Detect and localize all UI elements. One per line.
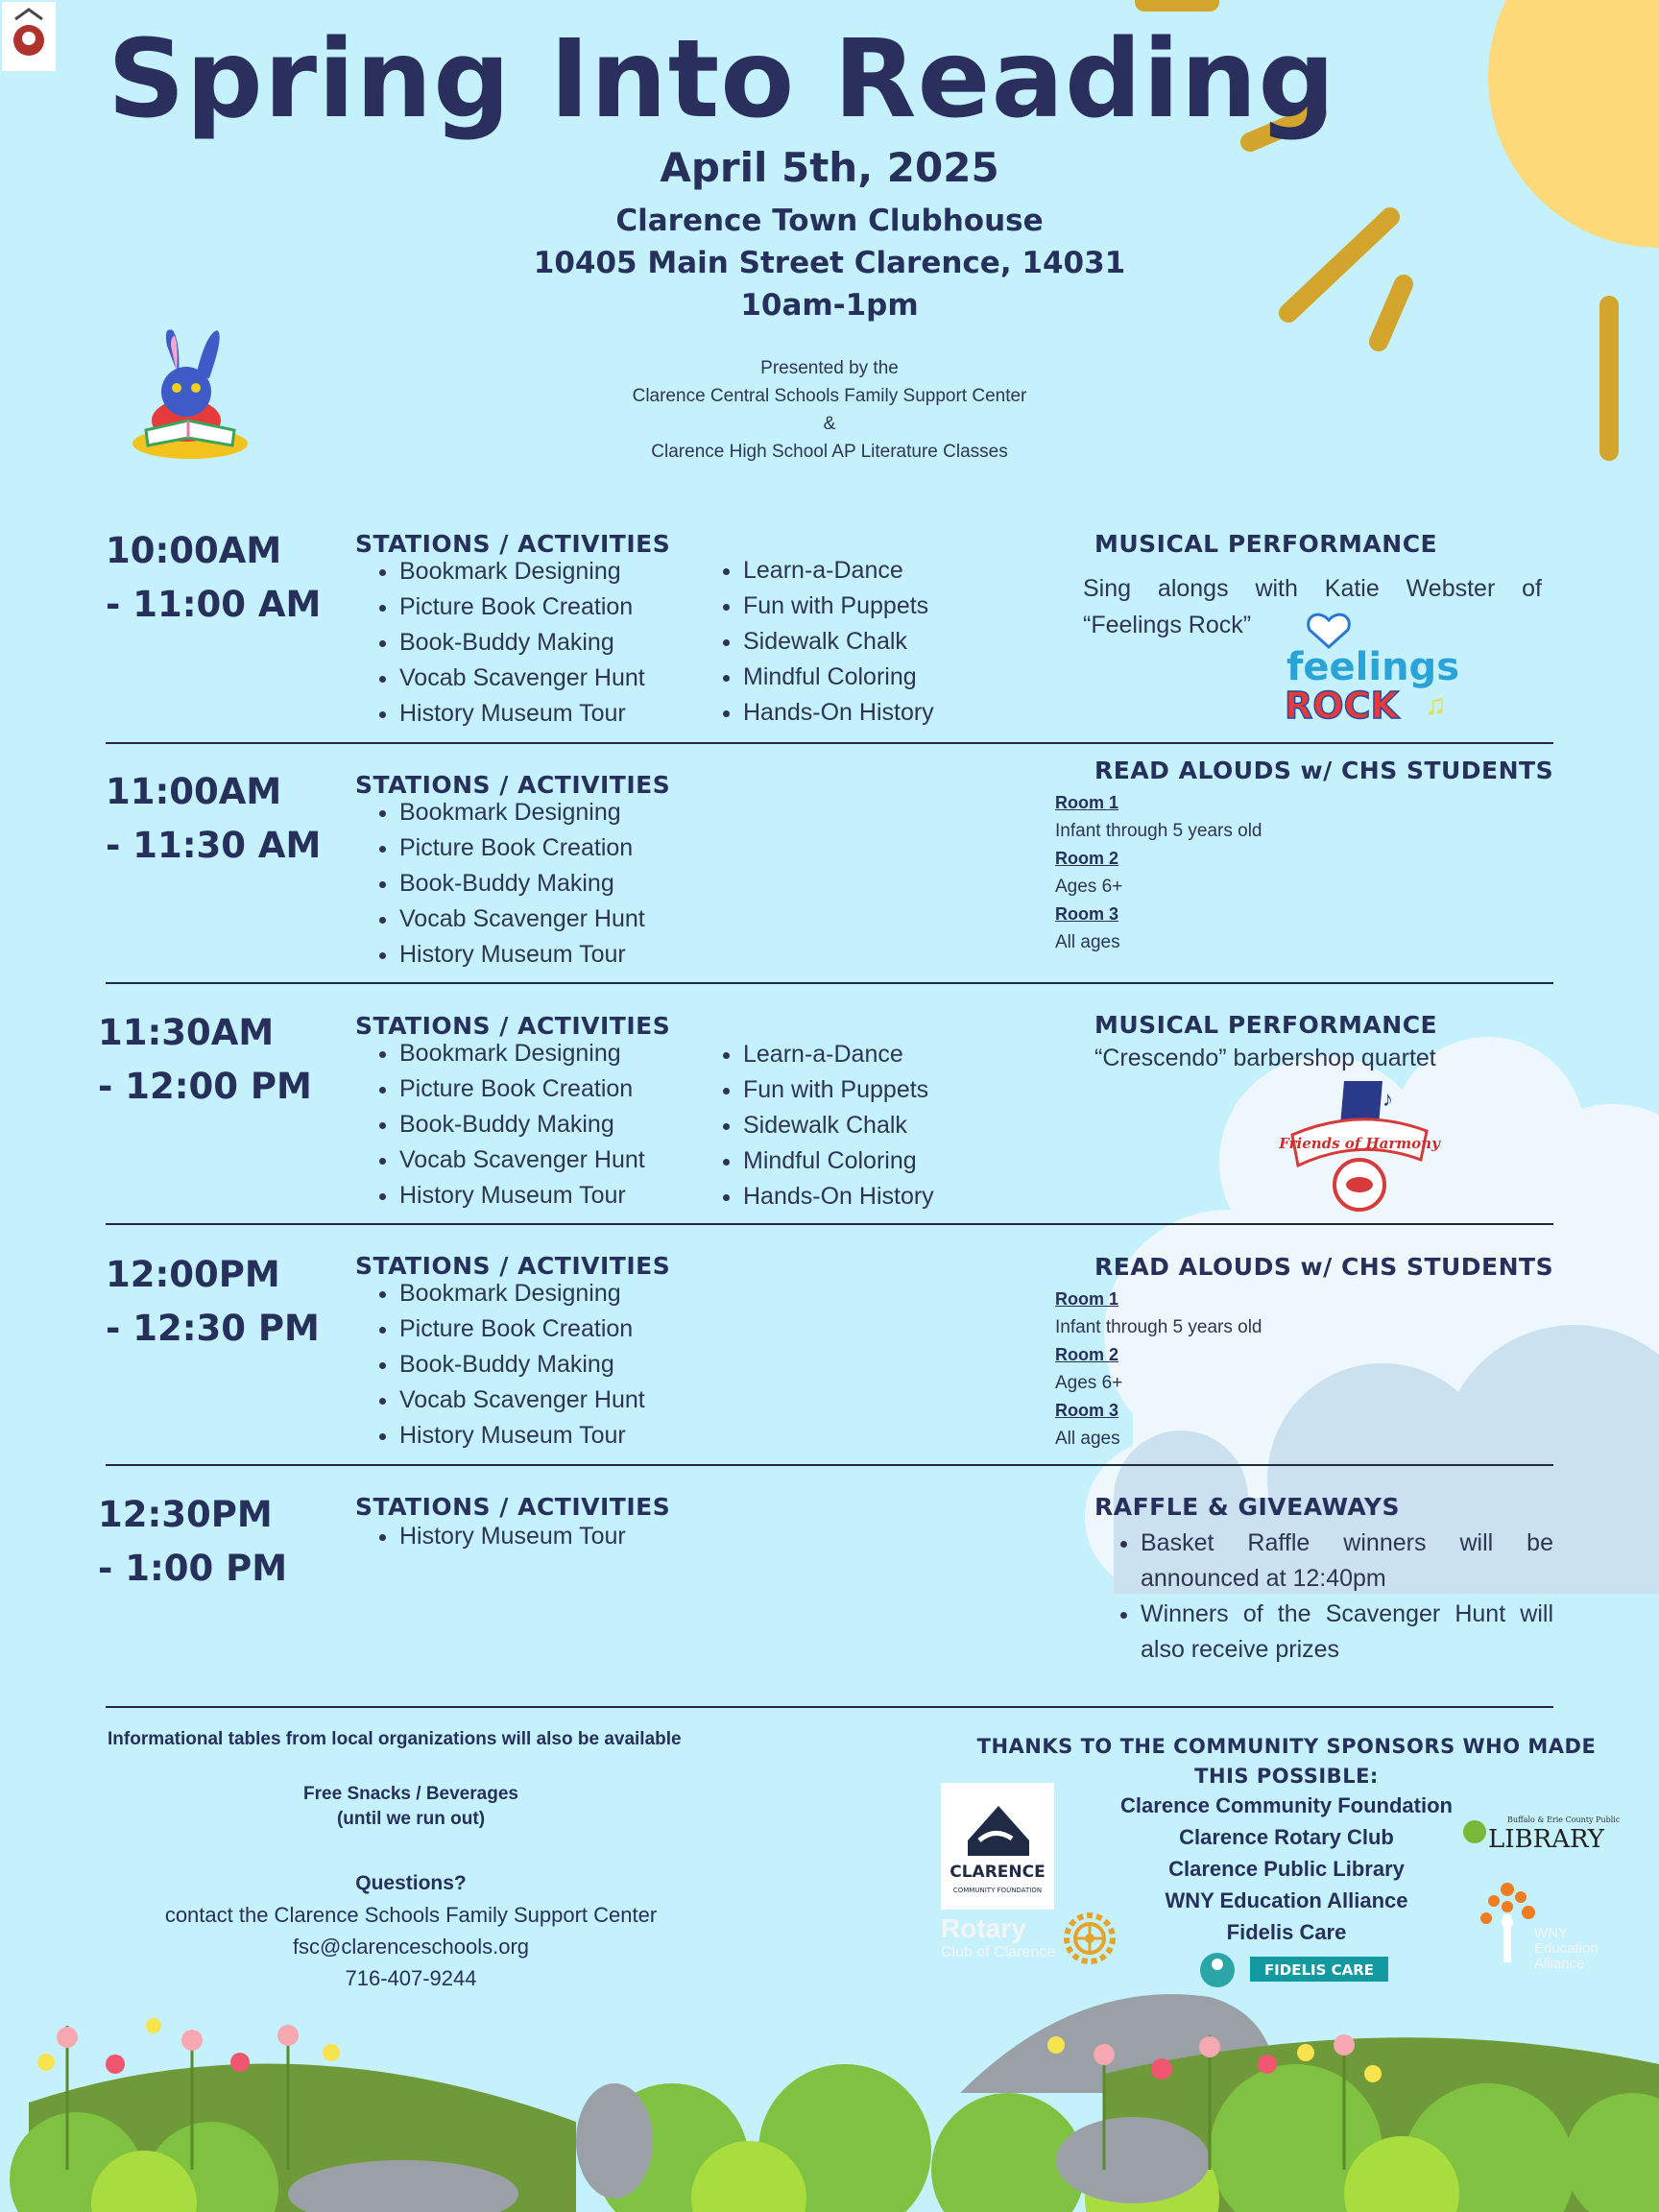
library-logo	[1459, 1813, 1621, 1854]
list-item: • Picture Book Creation	[399, 589, 670, 625]
feelings-rock-logo	[1281, 611, 1475, 737]
stations-heading: STATIONS / ACTIVITIES	[355, 1493, 671, 1521]
fidelis-text: FIDELIS CARE	[1263, 1961, 1375, 1979]
contact-block	[96, 1872, 726, 1994]
list-item: • Fun with Puppets	[743, 589, 934, 624]
stations-heading: STATIONS / ACTIVITIES	[355, 1012, 671, 1040]
stations-heading: STATIONS / ACTIVITIES	[355, 530, 671, 558]
svg-text:♪: ♪	[1382, 1087, 1393, 1111]
contact-email: fsc@clarenceschools.org	[292, 1935, 530, 1959]
list-item: • History Museum Tour	[399, 1178, 670, 1214]
info-tables-note: Informational tables from local organizations will also be available	[108, 1729, 682, 1749]
list-item: • Mindful Coloring	[743, 1143, 934, 1179]
slot-1-stations	[355, 530, 670, 732]
divider	[106, 1223, 1553, 1225]
contact-text: contact the Clarence Schools Family Support Center	[164, 1903, 658, 1927]
event-hours: 10am-1pm	[740, 288, 919, 323]
feelings-text: feelings	[1286, 645, 1459, 689]
snacks-note: Free Snacks / Beverages (until we run out)	[303, 1784, 518, 1829]
room-title: Room 1	[1055, 793, 1119, 812]
list-item: • Bookmark Designing	[399, 795, 670, 830]
slot-3-performance-text: “Crescendo” barbershop quartet	[1094, 1045, 1436, 1071]
room-title: Room 3	[1055, 904, 1119, 924]
list-item: • History Museum Tour	[399, 1519, 670, 1554]
clarence-sub-text: COMMUNITY FOUNDATION	[952, 1887, 1043, 1894]
school-logo-icon	[2, 2, 56, 71]
list-item: • Vocab Scavenger Hunt	[399, 1142, 670, 1178]
slot-4-time: 12:00PM - 12:30 PM	[106, 1254, 320, 1349]
raffle-list	[1094, 1526, 1553, 1668]
list-item: • Book-Buddy Making	[399, 1107, 670, 1142]
sponsors-heading: THANKS TO THE COMMUNITY SPONSORS WHO MADE THIS POSSIBLE:	[976, 1735, 1597, 1788]
room-desc: Ages 6+	[1055, 1373, 1123, 1393]
list-item: • Book-Buddy Making	[399, 1347, 670, 1382]
room-desc: Ages 6+	[1055, 877, 1123, 897]
sponsor-name: Clarence Public Library	[1168, 1857, 1405, 1881]
wny-education-alliance-logo	[1465, 1872, 1599, 1987]
slot-4-rooms	[1055, 1286, 1262, 1453]
room-title: Room 2	[1055, 1345, 1119, 1364]
library-text: LIBRARY	[1488, 1825, 1604, 1854]
list-item: • Sidewalk Chalk	[743, 624, 934, 660]
slot-1-time: 10:00AM - 11:00 AM	[106, 530, 322, 625]
room-desc: Infant through 5 years old	[1055, 821, 1262, 841]
slot-1-extra-stations	[699, 553, 934, 731]
list-item: • Picture Book Creation	[399, 1311, 670, 1347]
list-item: • Basket Raffle winners will be announced at 12:40pm	[1141, 1526, 1553, 1597]
list-item: • Hands-On History	[743, 1179, 934, 1214]
slot-1-right-heading: MUSICAL PERFORMANCE	[1094, 530, 1438, 558]
event-venue: Clarence Town Clubhouse	[615, 204, 1044, 238]
rock-text: ROCK	[1285, 685, 1399, 727]
list-item: • Sidewalk Chalk	[743, 1108, 934, 1143]
slot-3-extra-stations	[699, 1037, 934, 1214]
list-item: • Picture Book Creation	[399, 1071, 670, 1107]
slot-3-right-heading: MUSICAL PERFORMANCE	[1094, 1011, 1438, 1039]
list-item: • Vocab Scavenger Hunt	[399, 902, 670, 937]
sponsor-name: Fidelis Care	[1226, 1920, 1347, 1944]
slot-3-time: 11:30AM - 12:00 PM	[98, 1012, 312, 1107]
slot-4-stations	[355, 1252, 670, 1454]
room-title: Room 1	[1055, 1289, 1119, 1309]
svg-text:♫: ♫	[1425, 689, 1447, 721]
divider	[106, 982, 1553, 984]
svg-text:WNY: WNY	[1534, 1925, 1568, 1941]
divider	[106, 1464, 1553, 1466]
contact-phone: 716-407-9244	[345, 1966, 477, 1990]
sponsor-name: WNY Education Alliance	[1165, 1888, 1408, 1912]
list-item: • Bookmark Designing	[399, 1276, 670, 1311]
list-item: • Book-Buddy Making	[399, 625, 670, 661]
svg-text:Alliance: Alliance	[1534, 1956, 1585, 1972]
slot-2-stations	[355, 771, 670, 973]
bunny-reading-icon	[129, 326, 252, 461]
event-date: April 5th, 2025	[660, 144, 999, 191]
slot-2-right-heading: READ ALOUDS w/ CHS STUDENTS	[1094, 757, 1554, 784]
list-item: • Vocab Scavenger Hunt	[399, 661, 670, 696]
rotary-wheel-icon	[1062, 1911, 1118, 1966]
list-item: • Learn-a-Dance	[743, 553, 934, 589]
slot-5-right-heading: RAFFLE & GIVEAWAYS	[1094, 1493, 1400, 1521]
list-item: • Book-Buddy Making	[399, 866, 670, 902]
clarence-community-foundation-logo	[941, 1783, 1054, 1910]
fidelis-care-logo	[1198, 1951, 1390, 1991]
list-item: • Winners of the Scavenger Hunt will also receive prizes	[1141, 1597, 1553, 1668]
slot-2-rooms	[1055, 789, 1262, 956]
list-item: • History Museum Tour	[399, 696, 670, 732]
stations-heading: STATIONS / ACTIVITIES	[355, 1252, 671, 1280]
event-address: 10405 Main Street Clarence, 14031	[533, 246, 1126, 280]
list-item: • Learn-a-Dance	[743, 1037, 934, 1072]
friends-of-harmony-logo	[1279, 1077, 1440, 1212]
list-item: • Fun with Puppets	[743, 1072, 934, 1108]
sponsor-name: Clarence Rotary Club	[1179, 1825, 1394, 1849]
sponsor-name: Clarence Community Foundation	[1120, 1793, 1453, 1817]
landscape-graphic	[0, 1959, 1659, 2212]
rotary-logo-text: Rotary Club of Clarence	[941, 1913, 1056, 1960]
page-title: Spring Into Reading	[108, 17, 1336, 142]
slot-1-performance-text: Sing alongs with Katie Webster of “Feelings Rock”	[1083, 575, 1542, 638]
divider	[106, 1706, 1553, 1708]
list-item: • Mindful Coloring	[743, 660, 934, 695]
room-title: Room 2	[1055, 849, 1119, 868]
harmony-text: Friends of Harmony	[1279, 1135, 1440, 1152]
slot-2-time: 11:00AM - 11:30 AM	[106, 771, 322, 866]
library-top-text: Buffalo & Erie County Public	[1507, 1815, 1621, 1824]
presented-by: Presented by the Clarence Central Schools Family Support Center & Clarence High School AP Literature Classes	[632, 358, 1027, 462]
svg-text:Education: Education	[1534, 1940, 1599, 1957]
list-item: • Bookmark Designing	[399, 1036, 670, 1071]
slot-5-stations	[355, 1493, 670, 1554]
list-item: • Vocab Scavenger Hunt	[399, 1382, 670, 1418]
slot-5-time: 12:30PM - 1:00 PM	[98, 1494, 288, 1589]
divider	[106, 742, 1553, 744]
room-desc: All ages	[1055, 1429, 1120, 1449]
room-title: Room 3	[1055, 1401, 1119, 1420]
list-item: • Bookmark Designing	[399, 554, 670, 589]
list-item: • History Museum Tour	[399, 1418, 670, 1454]
clarence-text: CLARENCE	[950, 1863, 1046, 1882]
questions-heading: Questions?	[355, 1872, 467, 1894]
slot-4-right-heading: READ ALOUDS w/ CHS STUDENTS	[1094, 1253, 1554, 1281]
sponsors-list	[1094, 1790, 1479, 1948]
list-item: • Picture Book Creation	[399, 830, 670, 866]
stations-heading: STATIONS / ACTIVITIES	[355, 771, 671, 799]
room-desc: Infant through 5 years old	[1055, 1317, 1262, 1337]
room-desc: All ages	[1055, 932, 1120, 952]
list-item: • History Museum Tour	[399, 937, 670, 973]
list-item: • Hands-On History	[743, 695, 934, 731]
slot-3-stations	[355, 1012, 670, 1214]
